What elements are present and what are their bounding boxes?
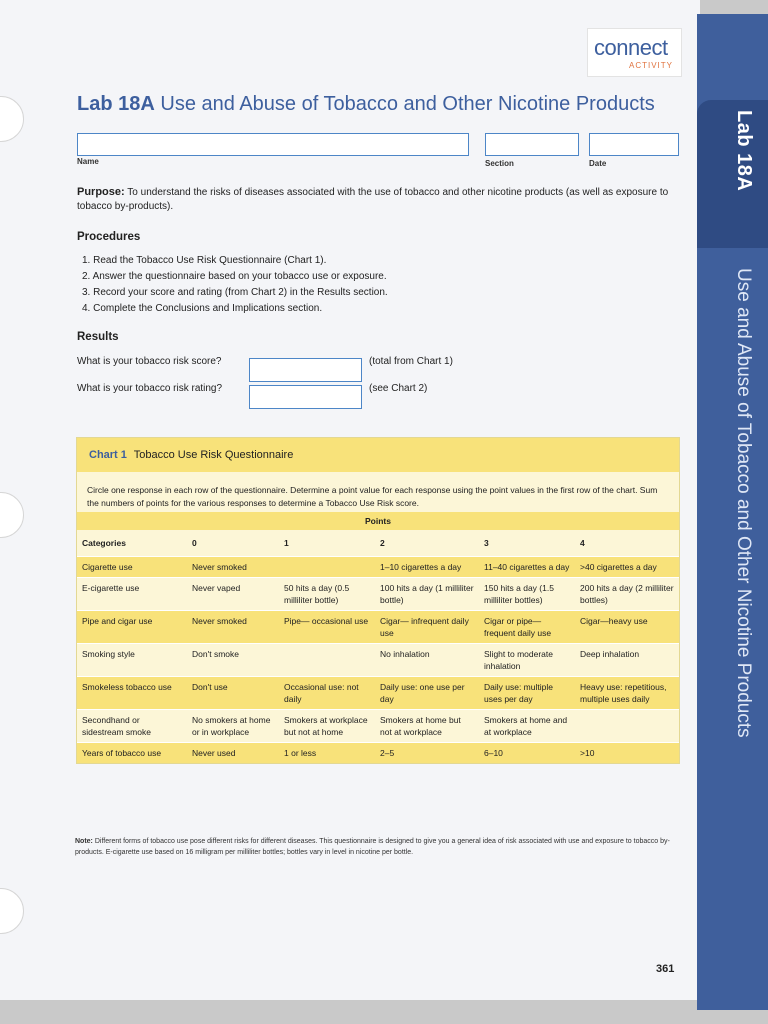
response-cell[interactable]: Heavy use: repetitious, multiple uses daily [575, 677, 679, 710]
response-cell[interactable]: Pipe— occasional use [279, 611, 375, 644]
procedure-step: 3. Record your score and rating (from Chart 2) in the Results section. [82, 287, 388, 298]
points-row [77, 512, 679, 530]
category-cell: Cigarette use [77, 557, 187, 578]
chart-1-questionnaire [76, 437, 680, 764]
purpose-paragraph [77, 185, 677, 214]
response-cell[interactable]: Never smoked [187, 611, 279, 644]
purpose-label: Purpose: [77, 186, 125, 198]
response-cell[interactable]: Never vaped [187, 578, 279, 611]
note-text: Different forms of tobacco use pose different risks for different diseases. This questionnaire is designed to give you a general idea of risk associated with use and exposure to tobacco by-products. E-cigarette use based on 16 milligram per milliliter bottles; bottles vary in level in nicotine per bottle. [75, 838, 670, 856]
risk-score-note: (total from Chart 1) [369, 356, 453, 367]
chart-header [77, 438, 679, 472]
risk-rating-question: What is your tobacco risk rating? [77, 383, 223, 394]
procedures-heading: Procedures [77, 231, 141, 243]
response-cell[interactable] [575, 710, 679, 743]
response-cell[interactable]: Never smoked [187, 557, 279, 578]
response-cell[interactable] [279, 557, 375, 578]
header-cell: 3 [484, 538, 489, 548]
response-cell[interactable]: Cigar— infrequent daily use [375, 611, 479, 644]
category-cell: E-cigarette use [77, 578, 187, 611]
response-cell[interactable]: Occasional use: not daily [279, 677, 375, 710]
risk-rating-input[interactable] [249, 385, 362, 409]
header-row [77, 530, 679, 557]
lab-number: Lab 18A [77, 93, 155, 115]
response-cell[interactable]: Smokers at workplace but not at home [279, 710, 375, 743]
name-field[interactable] [77, 133, 469, 156]
name-label: Name [77, 157, 99, 166]
response-cell[interactable]: Daily use: multiple uses per day [479, 677, 575, 710]
page-title [77, 93, 655, 116]
header-cell: Categories [82, 538, 126, 548]
header-cell: 1 [284, 538, 289, 548]
table-row [77, 557, 679, 578]
risk-table [77, 512, 679, 763]
response-cell[interactable]: 11–40 cigarettes a day [479, 557, 575, 578]
table-row [77, 578, 679, 611]
procedures-list [82, 253, 388, 317]
response-cell[interactable]: Don't use [187, 677, 279, 710]
response-cell[interactable]: 1 or less [279, 743, 375, 764]
chart-footnote [75, 836, 680, 858]
table-row [77, 677, 679, 710]
response-cell[interactable]: 1–10 cigarettes a day [375, 557, 479, 578]
results-heading: Results [77, 331, 119, 343]
response-cell[interactable]: Don't smoke [187, 644, 279, 677]
procedure-step: 1. Read the Tobacco Use Risk Questionnaire (Chart 1). [82, 255, 327, 266]
procedure-step: 2. Answer the questionnaire based on your tobacco use or exposure. [82, 271, 387, 282]
points-label: Points [77, 512, 679, 530]
response-cell[interactable]: Cigar or pipe— frequent daily use [479, 611, 575, 644]
connect-logo-text: connect [594, 35, 668, 60]
response-cell[interactable]: >40 cigarettes a day [575, 557, 679, 578]
chart-instructions: Circle one response in each row of the questionnaire. Determine a point value for each response using the point values in the first row of the chart. Sum the numbers of points for the various responses to determine a Tobacco Use Risk score. [87, 485, 658, 508]
chart-label: Chart 1 [89, 449, 127, 461]
binder-hole [0, 888, 24, 934]
category-cell: Pipe and cigar use [77, 611, 187, 644]
risk-score-input[interactable] [249, 358, 362, 382]
header-cell: 0 [192, 538, 197, 548]
note-label: Note: [75, 838, 93, 845]
lab-tab-label: Lab 18A [733, 110, 755, 192]
response-cell[interactable]: Never used [187, 743, 279, 764]
chart-title: Tobacco Use Risk Questionnaire [133, 449, 294, 461]
response-cell[interactable]: >10 [575, 743, 679, 764]
response-cell[interactable]: Smokers at home and at workplace [479, 710, 575, 743]
response-cell[interactable]: 2–5 [375, 743, 479, 764]
category-cell: Secondhand or sidestream smoke [77, 710, 187, 743]
procedure-step: 4. Complete the Conclusions and Implications section. [82, 303, 323, 314]
table-row [77, 644, 679, 677]
connect-logo-subtext: ACTIVITY [628, 61, 673, 70]
response-cell[interactable]: 150 hits a day (1.5 milliliter bottles) [479, 578, 575, 611]
sidebar-title: Use and Abuse of Tobacco and Other Nicotine Products [733, 268, 754, 738]
response-cell[interactable]: 50 hits a day (0.5 milliliter bottle) [279, 578, 375, 611]
response-cell[interactable]: No inhalation [375, 644, 479, 677]
date-field[interactable] [589, 133, 679, 156]
page-number: 361 [656, 963, 675, 975]
response-cell[interactable]: Daily use: one use per day [375, 677, 479, 710]
risk-rating-note: (see Chart 2) [369, 383, 428, 394]
table-row [77, 710, 679, 743]
section-field[interactable] [485, 133, 579, 156]
binder-hole [0, 492, 24, 538]
category-cell: Smoking style [77, 644, 187, 677]
response-cell[interactable]: Deep inhalation [575, 644, 679, 677]
table-row [77, 611, 679, 644]
response-cell[interactable]: No smokers at home or in workplace [187, 710, 279, 743]
category-cell: Years of tobacco use [77, 743, 187, 764]
risk-score-question: What is your tobacco risk score? [77, 356, 222, 367]
response-cell[interactable]: Cigar—heavy use [575, 611, 679, 644]
table-row [77, 743, 679, 764]
lab-title-text: Use and Abuse of Tobacco and Other Nicotine Products [160, 93, 655, 115]
header-cell: 4 [580, 538, 585, 548]
response-cell[interactable]: Slight to moderate inhalation [479, 644, 575, 677]
response-cell[interactable]: 200 hits a day (2 milliliter bottles) [575, 578, 679, 611]
binder-hole [0, 96, 24, 142]
response-cell[interactable]: Smokers at home but not at workplace [375, 710, 479, 743]
response-cell[interactable]: 100 hits a day (1 milliliter bottle) [375, 578, 479, 611]
response-cell[interactable]: 6–10 [479, 743, 575, 764]
response-cell[interactable] [279, 644, 375, 677]
connect-activity-logo [587, 28, 682, 77]
category-cell: Smokeless tobacco use [77, 677, 187, 710]
date-label: Date [589, 159, 607, 168]
section-label: Section [485, 159, 514, 168]
header-cell: 2 [380, 538, 385, 548]
purpose-text: To understand the risks of diseases associated with the use of tobacco and other nicotine products (as well as exposure to tobacco by-products). [77, 187, 669, 212]
